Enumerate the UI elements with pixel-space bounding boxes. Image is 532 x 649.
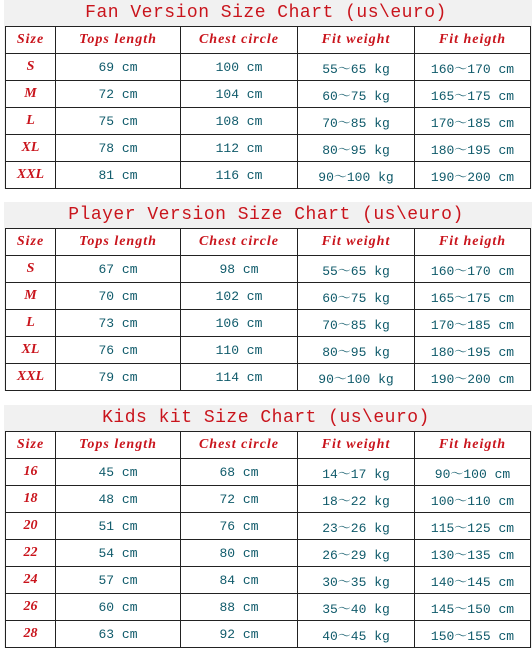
fit-height-cell: 160～170 cm <box>415 256 531 283</box>
table-row <box>6 540 531 567</box>
fit-weight-cell: 18～22 kg <box>298 486 415 513</box>
fit-height-cell: 140～145 cm <box>415 567 531 594</box>
size-cell: 20 <box>6 513 56 540</box>
tops-length-cell: 57 cm <box>56 567 181 594</box>
fit-weight-cell: 70～85 kg <box>298 310 415 337</box>
table-header-row <box>6 229 531 256</box>
column-header-tops-length: Tops length <box>56 27 181 54</box>
size-cell: 18 <box>6 486 56 513</box>
table-row <box>6 54 531 81</box>
chest-circle-cell: 114 cm <box>181 364 298 391</box>
fit-height-cell: 90～100 cm <box>415 459 531 486</box>
chest-circle-cell: 110 cm <box>181 337 298 364</box>
player-version-section <box>0 202 532 391</box>
fit-weight-cell: 55～65 kg <box>298 54 415 81</box>
kids-kit-title: Kids kit Size Chart (us\euro) <box>102 408 430 428</box>
column-header-tops-length: Tops length <box>56 229 181 256</box>
fit-weight-cell: 40～45 kg <box>298 621 415 648</box>
fit-weight-cell: 26～29 kg <box>298 540 415 567</box>
chest-circle-cell: 80 cm <box>181 540 298 567</box>
fit-height-cell: 145～150 cm <box>415 594 531 621</box>
chest-circle-cell: 76 cm <box>181 513 298 540</box>
tops-length-cell: 79 cm <box>56 364 181 391</box>
chest-circle-cell: 98 cm <box>181 256 298 283</box>
column-header-chest-circle: Chest circle <box>181 229 298 256</box>
fan-version-section <box>0 0 532 189</box>
table-row <box>6 310 531 337</box>
fit-height-cell: 190～200 cm <box>415 364 531 391</box>
table-row <box>6 256 531 283</box>
chest-circle-cell: 104 cm <box>181 81 298 108</box>
column-header-chest-circle: Chest circle <box>181 27 298 54</box>
fit-weight-cell: 90～100 kg <box>298 364 415 391</box>
size-cell: M <box>6 283 56 310</box>
size-cell: 16 <box>6 459 56 486</box>
table-row <box>6 135 531 162</box>
table-row <box>6 81 531 108</box>
fit-height-cell: 180～195 cm <box>415 337 531 364</box>
table-header-row <box>6 27 531 54</box>
fit-height-cell: 180～195 cm <box>415 135 531 162</box>
tops-length-cell: 51 cm <box>56 513 181 540</box>
size-cell: XXL <box>6 162 56 189</box>
size-cell: 26 <box>6 594 56 621</box>
size-cell: 28 <box>6 621 56 648</box>
chest-circle-cell: 112 cm <box>181 135 298 162</box>
table-row <box>6 459 531 486</box>
player-version-table <box>5 228 531 391</box>
column-header-fit-height: Fit heigth <box>415 432 531 459</box>
chest-circle-cell: 84 cm <box>181 567 298 594</box>
player-version-title: Player Version Size Chart (us\euro) <box>68 205 464 225</box>
kids-kit-section <box>0 405 532 648</box>
tops-length-cell: 45 cm <box>56 459 181 486</box>
chest-circle-cell: 100 cm <box>181 54 298 81</box>
chest-circle-cell: 102 cm <box>181 283 298 310</box>
chest-circle-cell: 68 cm <box>181 459 298 486</box>
fit-weight-cell: 55～65 kg <box>298 256 415 283</box>
fan-version-table <box>5 26 531 189</box>
fit-height-cell: 170～185 cm <box>415 310 531 337</box>
fit-height-cell: 190～200 cm <box>415 162 531 189</box>
tops-length-cell: 81 cm <box>56 162 181 189</box>
fit-weight-cell: 35～40 kg <box>298 594 415 621</box>
fit-weight-cell: 60～75 kg <box>298 283 415 310</box>
tops-length-cell: 70 cm <box>56 283 181 310</box>
size-cell: M <box>6 81 56 108</box>
fit-height-cell: 115～125 cm <box>415 513 531 540</box>
size-cell: 22 <box>6 540 56 567</box>
size-cell: L <box>6 108 56 135</box>
tops-length-cell: 73 cm <box>56 310 181 337</box>
tops-length-cell: 48 cm <box>56 486 181 513</box>
column-header-fit-height: Fit heigth <box>415 27 531 54</box>
tops-length-cell: 75 cm <box>56 108 181 135</box>
table-row <box>6 567 531 594</box>
size-cell: S <box>6 54 56 81</box>
fit-height-cell: 170～185 cm <box>415 108 531 135</box>
fit-weight-cell: 80～95 kg <box>298 135 415 162</box>
chest-circle-cell: 116 cm <box>181 162 298 189</box>
size-cell: XL <box>6 337 56 364</box>
size-cell: S <box>6 256 56 283</box>
fit-weight-cell: 80～95 kg <box>298 337 415 364</box>
tops-length-cell: 78 cm <box>56 135 181 162</box>
tops-length-cell: 63 cm <box>56 621 181 648</box>
table-row <box>6 337 531 364</box>
tops-length-cell: 60 cm <box>56 594 181 621</box>
table-row <box>6 513 531 540</box>
fit-height-cell: 130～135 cm <box>415 540 531 567</box>
chest-circle-cell: 92 cm <box>181 621 298 648</box>
size-cell: L <box>6 310 56 337</box>
column-header-chest-circle: Chest circle <box>181 432 298 459</box>
fit-height-cell: 160～170 cm <box>415 54 531 81</box>
tops-length-cell: 69 cm <box>56 54 181 81</box>
size-cell: XXL <box>6 364 56 391</box>
column-header-fit-height: Fit heigth <box>415 229 531 256</box>
fit-height-cell: 100～110 cm <box>415 486 531 513</box>
table-header-row <box>6 432 531 459</box>
table-row <box>6 108 531 135</box>
column-header-size: Size <box>6 432 56 459</box>
table-row <box>6 364 531 391</box>
chest-circle-cell: 72 cm <box>181 486 298 513</box>
table-row <box>6 162 531 189</box>
chest-circle-cell: 106 cm <box>181 310 298 337</box>
fit-weight-cell: 60～75 kg <box>298 81 415 108</box>
fit-height-cell: 150～155 cm <box>415 621 531 648</box>
fit-height-cell: 165～175 cm <box>415 283 531 310</box>
fit-weight-cell: 70～85 kg <box>298 108 415 135</box>
fit-weight-cell: 90～100 kg <box>298 162 415 189</box>
fan-version-title: Fan Version Size Chart (us\euro) <box>85 3 447 23</box>
table-row <box>6 594 531 621</box>
tops-length-cell: 67 cm <box>56 256 181 283</box>
fit-height-cell: 165～175 cm <box>415 81 531 108</box>
kids-kit-table <box>5 431 531 648</box>
table-row <box>6 621 531 648</box>
tops-length-cell: 54 cm <box>56 540 181 567</box>
column-header-tops-length: Tops length <box>56 432 181 459</box>
fit-weight-cell: 30～35 kg <box>298 567 415 594</box>
size-cell: 24 <box>6 567 56 594</box>
fit-weight-cell: 14～17 kg <box>298 459 415 486</box>
fit-weight-cell: 23～26 kg <box>298 513 415 540</box>
table-row <box>6 486 531 513</box>
tops-length-cell: 72 cm <box>56 81 181 108</box>
column-header-size: Size <box>6 229 56 256</box>
table-row <box>6 283 531 310</box>
chest-circle-cell: 88 cm <box>181 594 298 621</box>
chest-circle-cell: 108 cm <box>181 108 298 135</box>
size-cell: XL <box>6 135 56 162</box>
tops-length-cell: 76 cm <box>56 337 181 364</box>
column-header-fit-weight: Fit weight <box>298 432 415 459</box>
column-header-fit-weight: Fit weight <box>298 229 415 256</box>
column-header-size: Size <box>6 27 56 54</box>
column-header-fit-weight: Fit weight <box>298 27 415 54</box>
